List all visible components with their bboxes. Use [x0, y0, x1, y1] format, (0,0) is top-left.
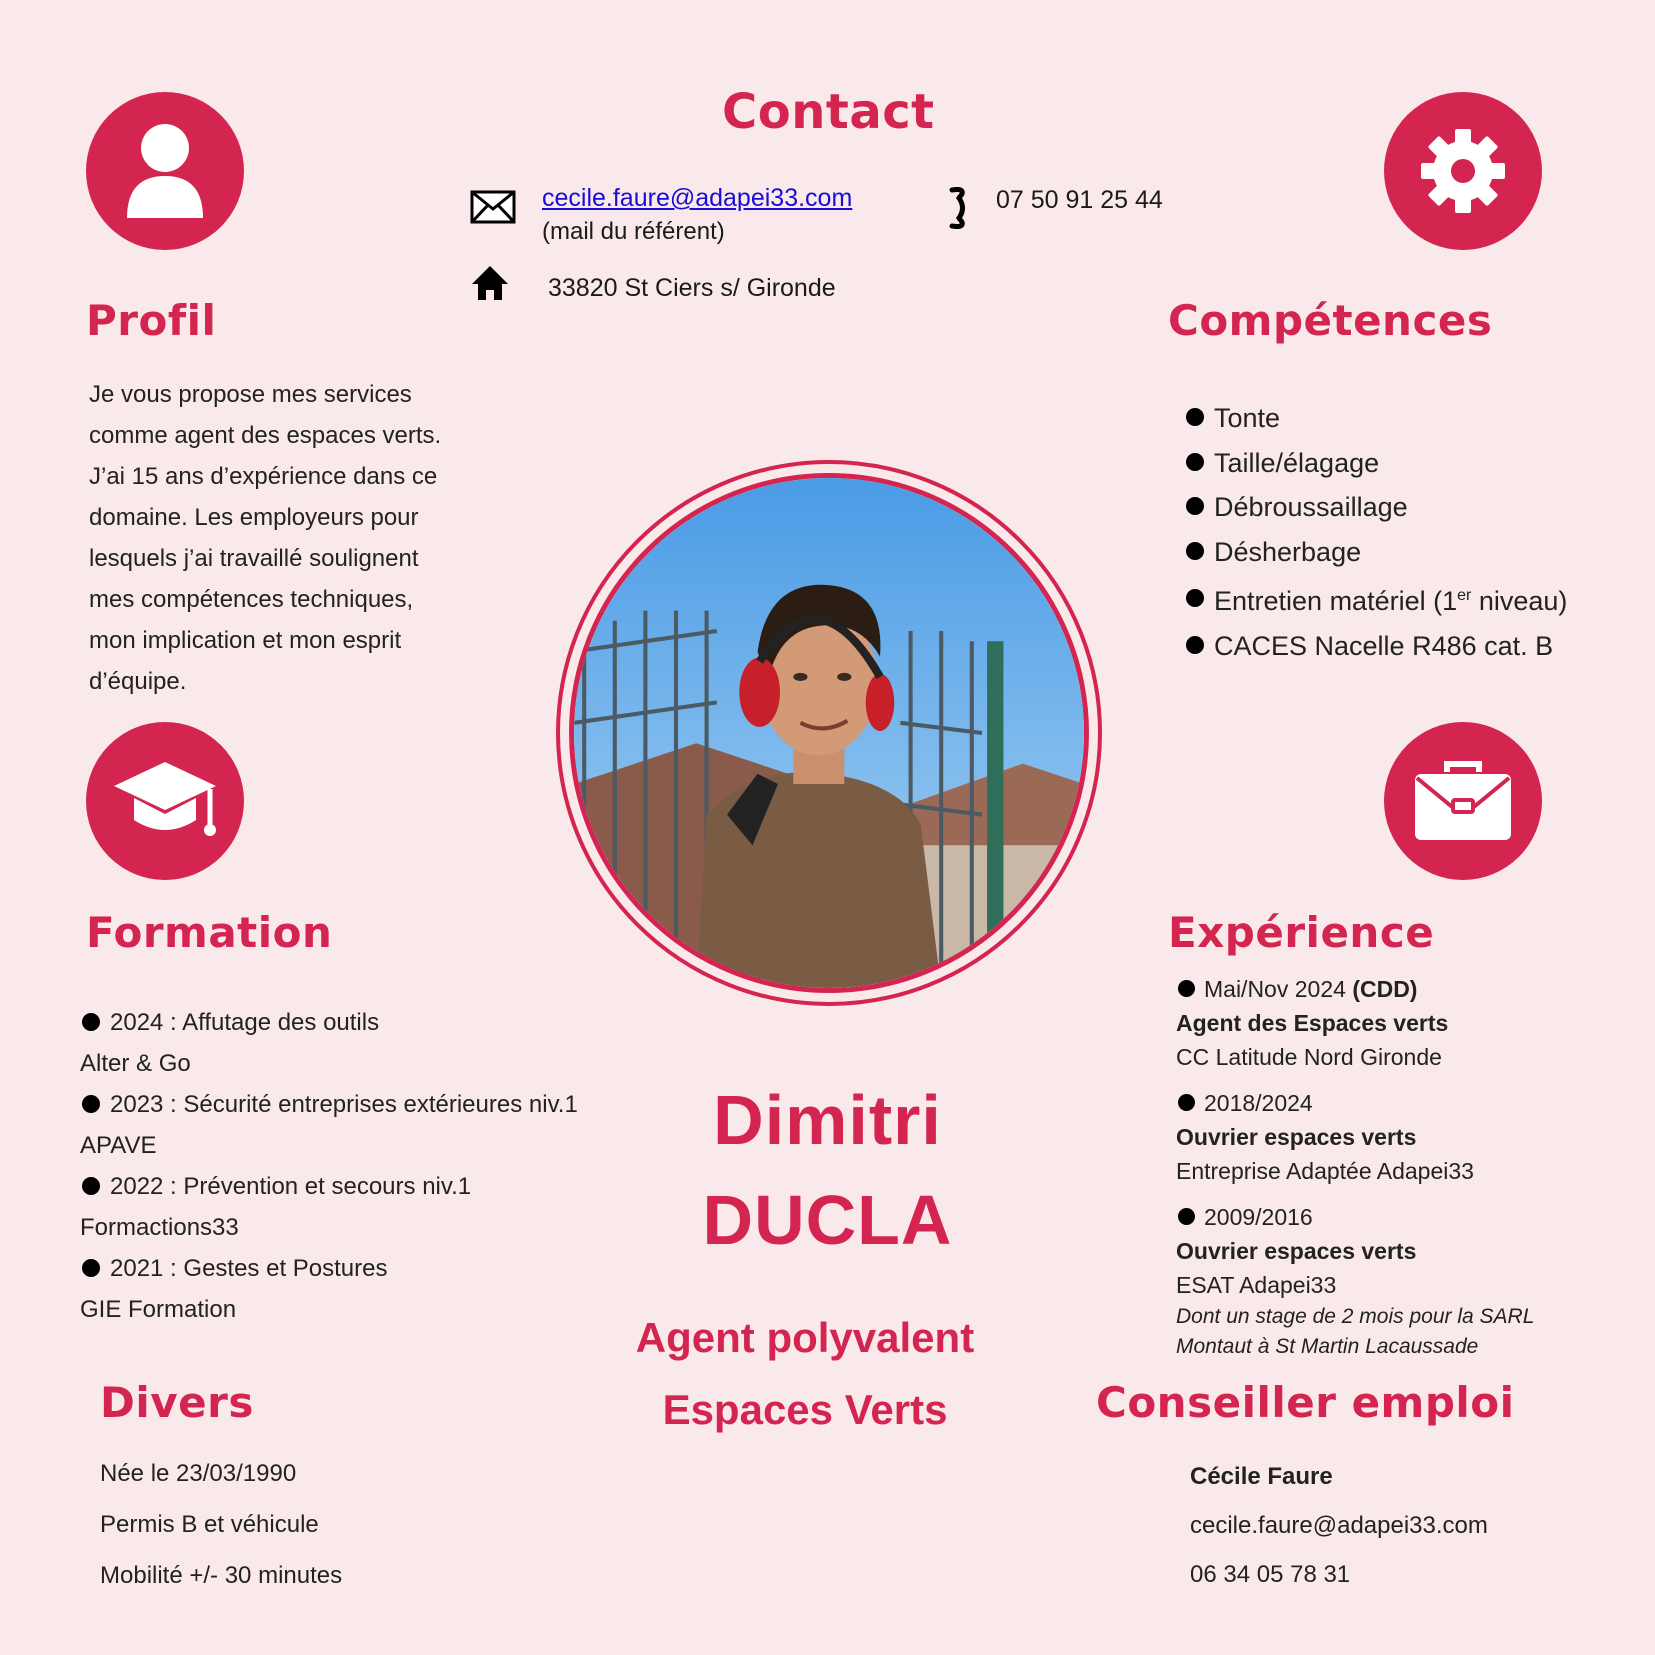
conseiller-email[interactable]: cecile.faure@adapei33.com	[1190, 1512, 1488, 1539]
phone-icon	[948, 186, 970, 235]
profil-text	[89, 374, 441, 702]
formation-org: APAVE	[80, 1132, 157, 1159]
profil-line: comme agent des espaces verts.	[89, 422, 442, 449]
conseiller-name: Cécile Faure	[1190, 1463, 1333, 1490]
profil-line: mes compétences techniques,	[89, 586, 414, 613]
list-item: 2022 : Prévention et secours niv.1	[80, 1166, 578, 1207]
profil-line: lesquels j’ai travaillé soulignent	[89, 545, 419, 572]
graduation-cap-icon	[86, 722, 244, 880]
home-icon	[470, 264, 510, 307]
profil-line: domaine. Les employeurs pour	[89, 504, 419, 531]
formation-heading: Formation	[86, 908, 333, 957]
list-item: 2009/2016 Ouvrier espaces verts ESAT Adapei33 Dont un stage de 2 mois pour la SARL Montaut à St Martin Lacaussade	[1176, 1200, 1534, 1362]
first-name: Dimitri	[713, 1081, 942, 1159]
contact-address: 33820 St Ciers s/ Gironde	[548, 274, 836, 302]
list-item: 2024 : Affutage des outils	[80, 1002, 578, 1043]
formation-org: GIE Formation	[80, 1296, 237, 1323]
list-item: Mai/Nov 2024 (CDD) Agent des Espaces verts CC Latitude Nord Gironde	[1176, 972, 1534, 1074]
list-item: 2018/2024 Ouvrier espaces verts Entreprise Adaptée Adapei33	[1176, 1086, 1534, 1188]
job-title-line2: Espaces Verts	[662, 1386, 948, 1433]
competences-heading: Compétences	[1168, 296, 1493, 345]
conseiller-phone: 06 34 05 78 31	[1190, 1561, 1351, 1588]
last-name: DUCLA	[702, 1181, 953, 1259]
conseiller-block	[1190, 1452, 1488, 1599]
profile-photo	[556, 460, 1102, 1006]
job-title-line1: Agent polyvalent	[635, 1314, 975, 1361]
job-title	[580, 1302, 1030, 1446]
divers-list	[100, 1448, 342, 1601]
contact-email-note: (mail du référent)	[542, 218, 725, 245]
experience-heading: Expérience	[1168, 908, 1435, 957]
divers-line: Permis B et véhicule	[100, 1511, 319, 1538]
formation-org: Formactions33	[80, 1214, 239, 1241]
list-item: 2023 : Sécurité entreprises extérieures niv.1	[80, 1084, 578, 1125]
list-item: Débroussaillage	[1186, 485, 1567, 530]
list-item: 2021 : Gestes et Postures	[80, 1248, 578, 1289]
envelope-icon	[470, 190, 516, 229]
list-item: Tonte	[1186, 396, 1567, 441]
experience-list	[1176, 972, 1534, 1374]
person-icon	[86, 92, 244, 250]
profil-heading: Profil	[86, 296, 217, 345]
profil-line: Je vous propose mes services	[89, 381, 412, 408]
list-item: Entretien matériel (1er niveau)	[1186, 574, 1567, 624]
profil-line: J’ai 15 ans d’expérience dans ce	[89, 463, 438, 490]
profil-line: d’équipe.	[89, 668, 187, 695]
divers-line: Née le 23/03/1990	[100, 1460, 297, 1487]
profil-line: mon implication et mon esprit	[89, 627, 402, 654]
contact-heading: Contact	[722, 84, 935, 140]
list-item: CACES Nacelle R486 cat. B	[1186, 624, 1567, 669]
list-item: Désherbage	[1186, 530, 1567, 575]
divers-line: Mobilité +/- 30 minutes	[100, 1562, 343, 1589]
formation-org: Alter & Go	[80, 1050, 191, 1077]
briefcase-icon	[1384, 722, 1542, 880]
competences-list	[1186, 396, 1567, 668]
conseiller-heading: Conseiller emploi	[1096, 1378, 1515, 1427]
contact-email-link[interactable]: cecile.faure@adapei33.com	[542, 184, 853, 212]
list-item: Taille/élagage	[1186, 441, 1567, 486]
identity-block	[640, 1070, 1015, 1270]
gear-icon	[1384, 92, 1542, 250]
formation-list	[80, 1002, 578, 1330]
divers-heading: Divers	[100, 1378, 254, 1427]
contact-phone: 07 50 91 25 44	[996, 186, 1163, 214]
